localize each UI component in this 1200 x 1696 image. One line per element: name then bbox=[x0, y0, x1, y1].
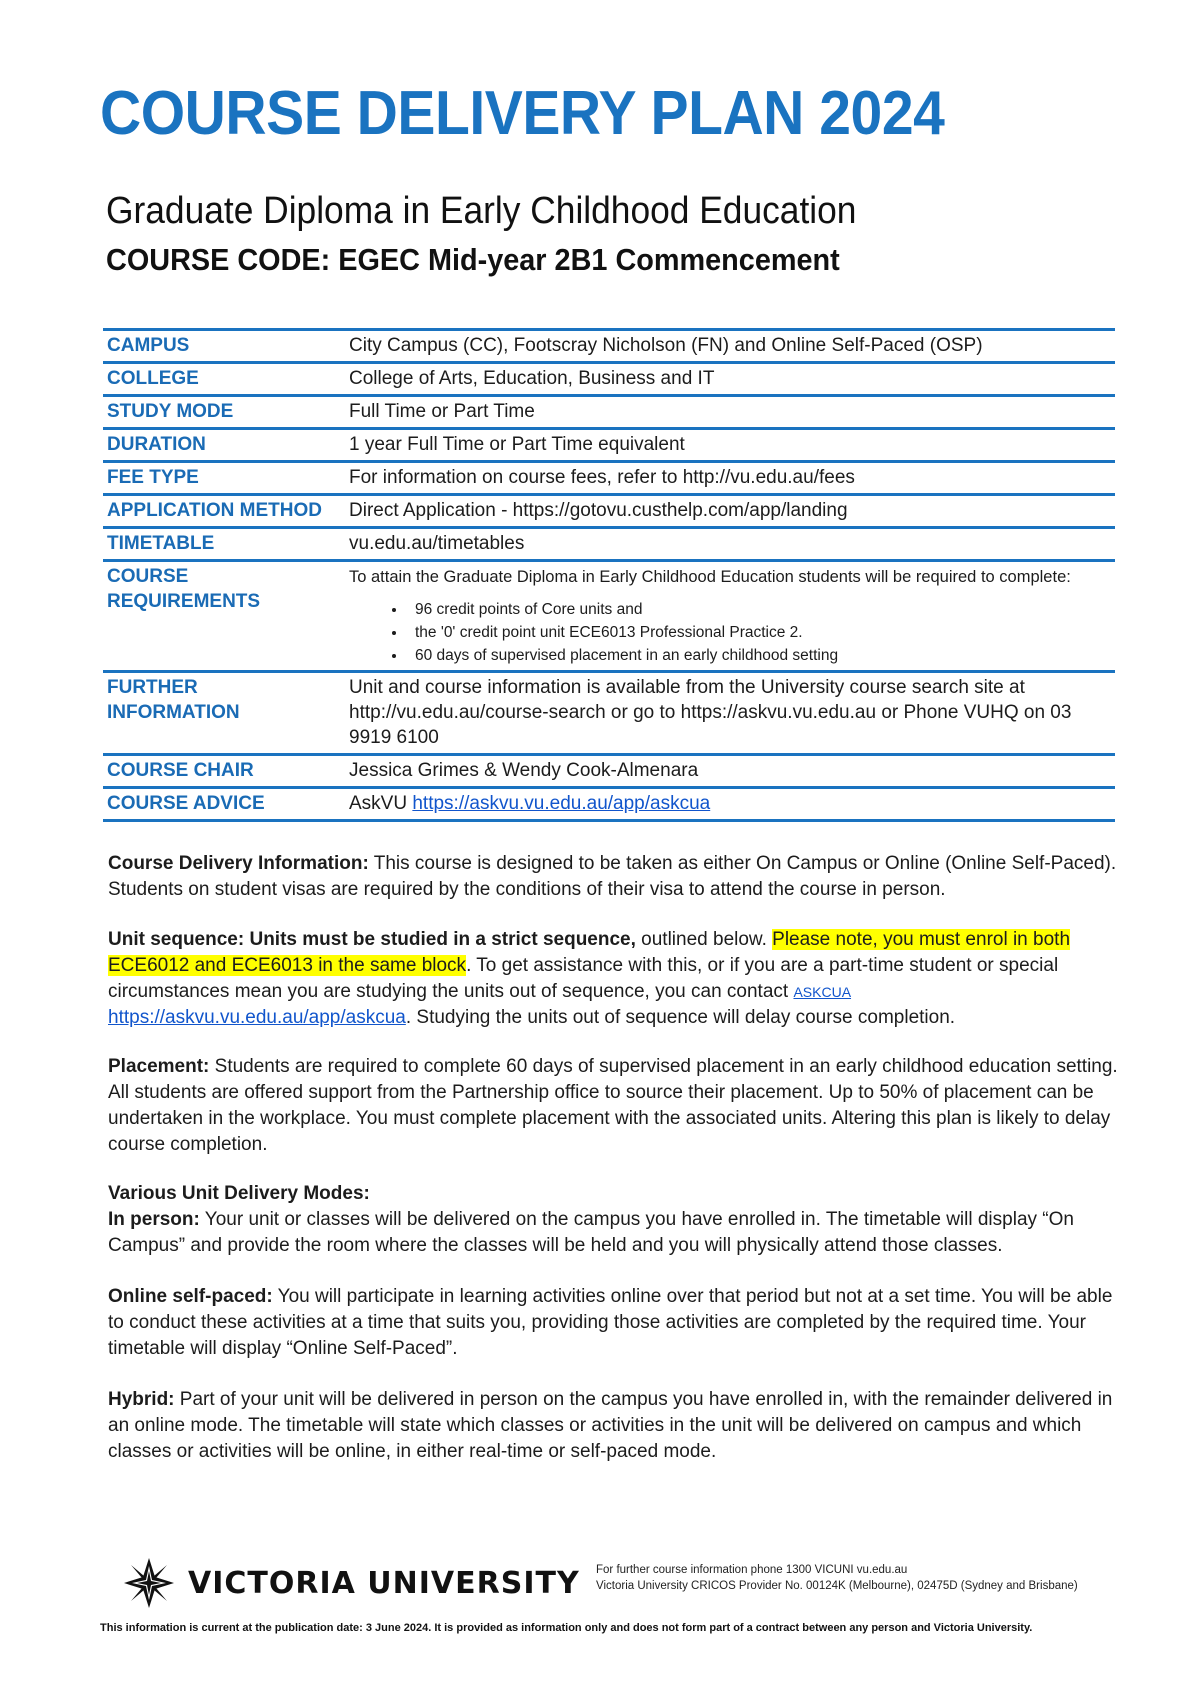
row-label bbox=[103, 672, 345, 755]
askcua-url-link[interactable]: https://askvu.vu.edu.au/app/askcua bbox=[108, 1007, 406, 1028]
list-item: • 96 credit points of Core units and bbox=[407, 598, 1109, 621]
table-row-further-information bbox=[103, 672, 1115, 755]
askcua-link[interactable]: https://askvu.vu.edu.au/app/askcua bbox=[412, 793, 711, 814]
course-code-line: COURSE CODE: EGEC Mid-year 2B1 Commencement bbox=[106, 242, 840, 277]
course-delivery-info bbox=[108, 851, 1118, 903]
vu-emblem-icon bbox=[124, 1558, 174, 1608]
table-row-course-advice bbox=[103, 788, 1115, 821]
delivery-heading: Course Delivery Information: bbox=[108, 853, 369, 874]
in-person-heading: In person: bbox=[108, 1209, 200, 1230]
list-item: • 60 days of supervised placement in an early childhood setting bbox=[407, 644, 1109, 667]
row-label: APPLICATION METHOD bbox=[103, 495, 345, 528]
row-label-line: INFORMATION bbox=[107, 702, 240, 723]
row-value: 1 year Full Time or Part Time equivalent bbox=[345, 429, 1115, 462]
victoria-university-logo bbox=[124, 1558, 580, 1608]
row-label: COLLEGE bbox=[103, 363, 345, 396]
course-name: Graduate Diploma in Early Childhood Education bbox=[106, 190, 857, 232]
publication-disclaimer: This information is current at the publication date: 3 June 2024. It is provided as information only and does not form part of a contract between any person and Victoria University. bbox=[100, 1622, 1033, 1634]
delivery-text: This course is designed to be taken as either On Campus or Online (Online Self-Paced). Students on student visas are required by the conditions of their visa to attend the course in person. bbox=[108, 853, 1117, 900]
table-row-course-chair bbox=[103, 755, 1115, 788]
online-text: You will participate in learning activities online over that period but not at a set time. You will be able to conduct these activities at a time that suits you, providing those activities are completed by the required time. Your timetable will display “Online Self-Paced”. bbox=[108, 1286, 1113, 1359]
placement-info bbox=[108, 1054, 1118, 1158]
row-label: STUDY MODE bbox=[103, 396, 345, 429]
table-row-timetable bbox=[103, 528, 1115, 561]
row-value: Jessica Grimes & Wendy Cook-Almenara bbox=[345, 755, 1115, 788]
hybrid-text: Part of your unit will be delivered in person on the campus you have enrolled in, with the remainder delivered in an online mode. The timetable will state which classes or activities in the unit will be delivered on campus and which classes or activities will be online, in either real-time or self-paced mode. bbox=[108, 1389, 1113, 1462]
unit-sequence-info bbox=[108, 927, 1118, 1031]
row-label: TIMETABLE bbox=[103, 528, 345, 561]
row-value: Full Time or Part Time bbox=[345, 396, 1115, 429]
row-value: vu.edu.au/timetables bbox=[345, 528, 1115, 561]
requirements-intro: To attain the Graduate Diploma in Early Childhood Education students will be required to complete: bbox=[349, 568, 1071, 586]
row-value: Unit and course information is available from the University course search site at http://vu.edu.au/course-search or go to https://askvu.vu.edu.au or Phone VUHQ on 03 9919 6100 bbox=[345, 672, 1115, 755]
row-value bbox=[345, 561, 1115, 672]
row-value bbox=[345, 788, 1115, 821]
row-label: COURSE CHAIR bbox=[103, 755, 345, 788]
row-label: FEE TYPE bbox=[103, 462, 345, 495]
requirements-list bbox=[349, 598, 1109, 667]
footer-cricos-line: Victoria University CRICOS Provider No. 00124K (Melbourne), 02475D (Sydney and Brisbane) bbox=[596, 1580, 1078, 1592]
page-title: COURSE DELIVERY PLAN 2024 bbox=[100, 79, 945, 148]
row-label: CAMPUS bbox=[103, 330, 345, 363]
table-row-college bbox=[103, 363, 1115, 396]
table-row-campus bbox=[103, 330, 1115, 363]
placement-text: Students are required to complete 60 days of supervised placement in an early childhood education setting. All students are offered support from the Partnership office to source their placement. Up to 50% of placement can be undertaken in the workplace. You must complete placement with the associated units. Altering this plan is likely to delay course completion. bbox=[108, 1056, 1118, 1155]
askvu-prefix: AskVU bbox=[349, 793, 413, 814]
enrol-highlight-note: Please note, you must enrol in both ECE6012 and ECE6013 in the same block bbox=[108, 929, 1071, 976]
modes-heading: Various Unit Delivery Modes: bbox=[108, 1183, 370, 1204]
placement-heading: Placement: bbox=[108, 1056, 210, 1077]
university-name: VICTORIA UNIVERSITY bbox=[188, 1565, 580, 1601]
row-value: College of Arts, Education, Business and IT bbox=[345, 363, 1115, 396]
footer-contact-line: For further course information phone 1300 VICUNI vu.edu.au bbox=[596, 1564, 908, 1576]
online-heading: Online self-paced: bbox=[108, 1286, 273, 1307]
askcua-contact-link[interactable]: ASKCUA bbox=[793, 984, 852, 1000]
row-label bbox=[103, 561, 345, 672]
list-item: • the '0' credit point unit ECE6013 Professional Practice 2. bbox=[407, 621, 1109, 644]
row-label-line: FURTHER bbox=[107, 677, 198, 698]
hybrid-heading: Hybrid: bbox=[108, 1389, 175, 1410]
table-row-fee-type bbox=[103, 462, 1115, 495]
footer-contact-info bbox=[596, 1562, 1078, 1594]
table-row-study-mode bbox=[103, 396, 1115, 429]
row-value: Direct Application - https://gotovu.custhelp.com/app/landing bbox=[345, 495, 1115, 528]
row-value: For information on course fees, refer to http://vu.edu.au/fees bbox=[345, 462, 1115, 495]
unit-sequence-heading: Unit sequence: Units must be studied in a strict sequence, bbox=[108, 929, 636, 950]
table-row-application-method bbox=[103, 495, 1115, 528]
unit-sequence-text: . To get assistance with this, or if you are a part-time student or special circumstances mean you are studying the units out of sequence, you can contact bbox=[108, 955, 1059, 1002]
table-row-duration bbox=[103, 429, 1115, 462]
course-info-table bbox=[103, 328, 1115, 822]
row-label: DURATION bbox=[103, 429, 345, 462]
delivery-modes bbox=[108, 1181, 1118, 1465]
unit-sequence-text: . Studying the units out of sequence will delay course completion. bbox=[405, 1007, 956, 1028]
table-row-course-requirements bbox=[103, 561, 1115, 672]
unit-sequence-text: outlined below. bbox=[635, 929, 773, 950]
row-label-line: REQUIREMENTS bbox=[107, 591, 261, 612]
row-label: COURSE ADVICE bbox=[103, 788, 345, 821]
in-person-text: Your unit or classes will be delivered on the campus you have enrolled in. The timetable will display “On Campus” and provide the room where the classes will be held and you will physically attend those classes. bbox=[108, 1209, 1074, 1256]
row-value: City Campus (CC), Footscray Nicholson (FN) and Online Self-Paced (OSP) bbox=[345, 330, 1115, 363]
row-label-line: COURSE bbox=[107, 566, 189, 587]
